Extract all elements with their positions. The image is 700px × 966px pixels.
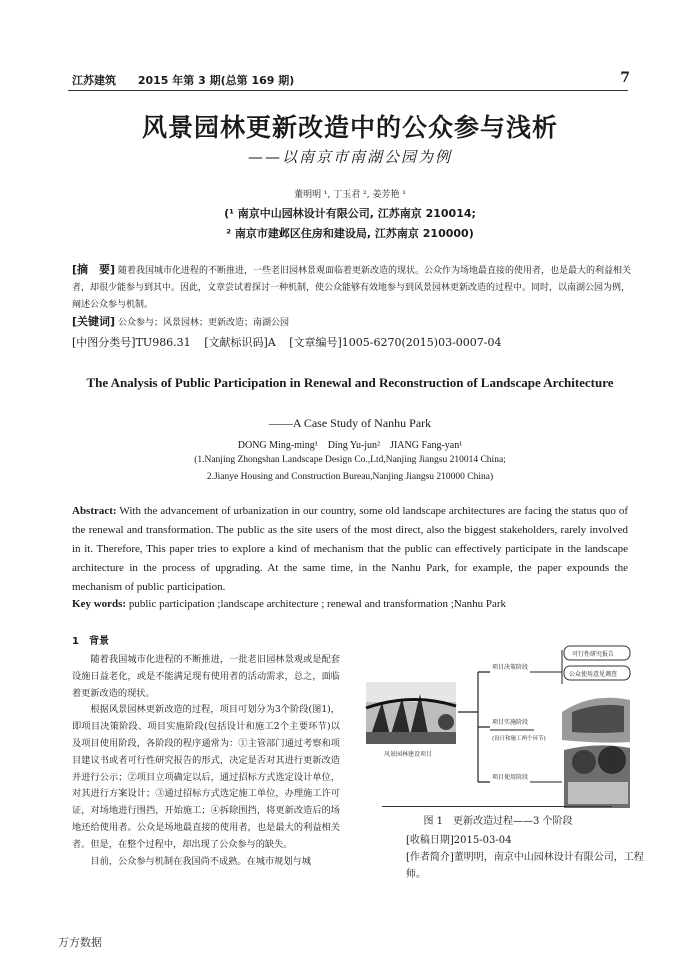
body-paragraph: 随着我国城市化进程的不断推进，一批老旧园林景观或是配套设施日益老化，或是不能满足现有使用者的活动需求，总之，面临着更新改造的现状。 — [72, 654, 340, 699]
classification-line — [72, 334, 512, 350]
body-paragraph: 根据风景园林更新改造的过程，项目可划分为3个阶段(图1)，即项目决策阶段、项目实施阶段(包括设计和施工2个主要环节)以及项目使用阶段，各阶段的程序通常为：①主管部门通过考察和项目建议书或者可行性研究报告的形式，决定是否对其进行更新改造并进行公示；②项目立项确定以后，通过招标方式选定设计单位，对其进行方案设计；③通过招标方式选定施工单位，办理施工许可证，对场地进行围挡，开始施工；④拆除围挡，将更新改造后的场地还给使用者。公众是场地最直接的使用者，也是最大的利益相关者。但是，在整个过程中，却出现了公众参与的缺失。 — [72, 704, 340, 850]
issue-info: 2015 年第 3 期(总第 169 期) — [137, 74, 295, 87]
affiliation-cn-2: ² 南京市建邺区住房和建设局, 江苏南京 210000) — [226, 227, 474, 240]
stage-label-use: 项目使用阶段 — [492, 774, 529, 781]
abstract-cn-label: [摘 要] — [72, 263, 116, 276]
park-photo — [366, 682, 456, 744]
affiliation-en-1: (1.Nanjing Zhongshan Landscape Design Co.,Ltd,Nanjing Jiangsu 210014 China; — [194, 455, 506, 465]
construction-photo — [562, 698, 630, 743]
authors-cn: 董明明 ¹, 丁玉君 ², 姜芳艳 ¹ — [294, 190, 406, 200]
stage-mid-note: (设计和施工两个环节) — [492, 736, 546, 742]
paper-subtitle-en: ——A Case Study of Nanhu Park — [268, 416, 432, 430]
doc-code: [文献标识码]A — [204, 336, 276, 349]
authors-en: DONG Ming-ming¹ Ding Yu-jun² JIANG Fang-yan¹ — [237, 440, 463, 451]
footnotes — [406, 832, 656, 883]
keywords-en-label: Key words: — [72, 598, 127, 610]
keywords-en-text: public participation ;landscape architecture ; renewal and transformation ;Nanhu Park — [128, 598, 507, 610]
article-number: [文章编号]1005-6270(2015)03-0007-04 — [289, 336, 502, 349]
page-number: 7 — [620, 70, 630, 86]
received-date: [收稿日期]2015-03-04 — [406, 835, 512, 846]
affiliation-en-2: 2.Jianye Housing and Construction Bureau,Nanjing Jiangsu 210000 China) — [206, 472, 494, 482]
keywords-en — [72, 598, 628, 610]
abstract-en-label: Abstract: — [72, 505, 117, 517]
park-use-photo — [564, 745, 630, 808]
feasibility-label: 可行性研究报告 — [572, 651, 615, 658]
figure-1 — [362, 632, 634, 808]
stage-label-decision: 项目决策阶段 — [492, 664, 529, 671]
abstract-cn — [72, 261, 632, 314]
stage-connectors — [458, 672, 490, 782]
header-rule — [68, 90, 628, 91]
stage-label-implementation: 项目实施阶段 — [492, 719, 529, 726]
keywords-cn — [72, 313, 632, 332]
figure-1-graphic — [362, 632, 634, 808]
body-paragraph: 目前，公众参与机制在我国尚不成熟。在城市规划与城 — [90, 855, 311, 867]
keywords-cn-label: [关键词] — [72, 315, 116, 328]
author-intro: [作者简介]董明明，南京中山园林设计有限公司，工程师。 — [406, 852, 644, 880]
paper-subtitle-cn: ——以南京市南湖公园为例 — [247, 148, 452, 166]
abstract-cn-text: 随着我国城市化进程的不断推进，一些老旧园林景观面临着更新改造的现状。公众作为场地最直接的使用者，也是最大的利益相关者，却很少能参与到其中。因此，文章尝试着探讨一种机制，使公众能够有效地参与到风景园林更新改造的过程中。同时，以南湖公园为例，阐述公众参与机制。 — [72, 266, 631, 310]
paper-title-cn: 风景园林更新改造中的公众参与浅析 — [141, 113, 558, 142]
survey-label: 公众使用意见调查 — [569, 671, 618, 678]
watermark: 万方数据 — [58, 936, 102, 949]
running-header — [72, 72, 312, 88]
section-heading: 1 背景 — [72, 636, 109, 647]
paper-title-en: The Analysis of Public Participation in Renewal and Reconstruction of Landscape Architecture — [86, 375, 614, 390]
affiliation-cn-1: (¹ 南京中山园林设计有限公司, 江苏南京 210014; — [224, 207, 476, 220]
figure-rule — [382, 806, 612, 807]
figure-1-caption: 图 1 更新改造过程——3 个阶段 — [423, 816, 573, 827]
abstract-en — [72, 502, 628, 597]
clc-number: [中图分类号]TU986.31 — [72, 336, 191, 349]
abstract-en-text: With the advancement of urbanization in our country, some old landscape architectures are facing the status quo of the renewal and transformation. The public as the site users of the most direct, also the biggest stakeholders, rarely involved in it. Therefore, This paper tries to explore a kind of mechanism that the public can effectively participate in the landscape architecture in the process of upgrading. At the same time, in the Nanhu Park, for example, the paper expounds the mechanism of public participation. — [72, 505, 628, 593]
journal-name: 江苏建筑 — [72, 74, 116, 87]
photo-caption: 风景园林建设项目 — [384, 751, 433, 758]
keywords-cn-text: 公众参与；风景园林；更新改造；南湖公园 — [117, 318, 289, 328]
body-text — [72, 652, 340, 870]
